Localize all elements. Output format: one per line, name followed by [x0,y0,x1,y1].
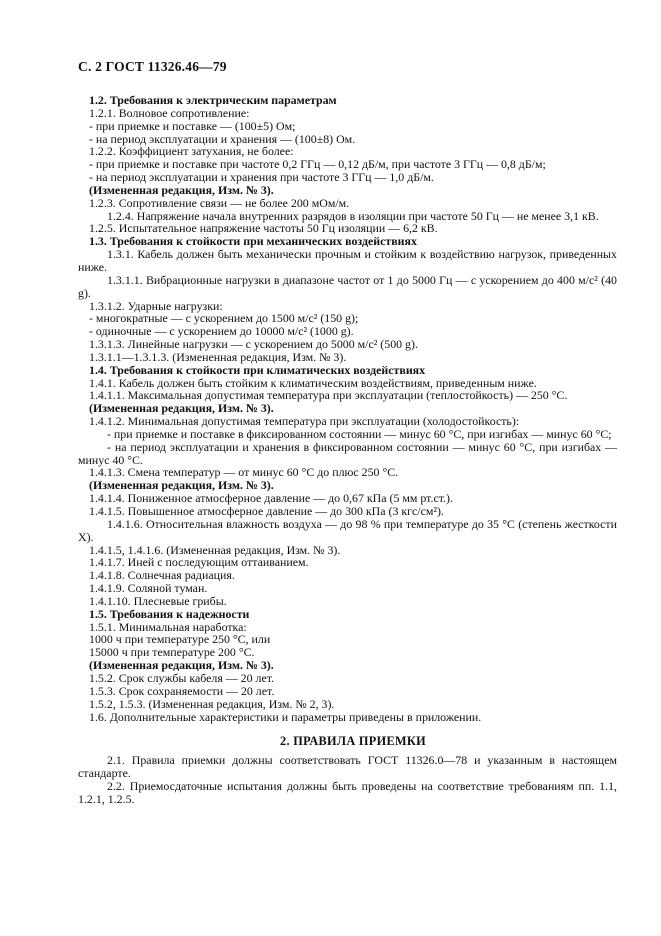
text-line: 1.4.1.10. Плесневые грибы. [89,593,227,608]
text-line: 1.3.1.3. Линейные нагрузки — с ускорением до 5000 м/с² (500 g). [89,337,418,352]
text-line: - многократные — с ускорением до 1500 м/с² (150 g); [89,311,359,326]
text-line: 1.2.5. Испытательное напряжение частоты 50 Гц изоляции — 6,2 кВ. [89,221,438,236]
text-line: 1.5.1. Минимальная наработка: [89,619,247,634]
text-line: - при приемке и поставке в фиксированном состоянии — минус 60 °С, при изгибах — минус 60 °С; [107,426,612,441]
text-line: 1.3.1.2. Ударные нагрузки: [89,298,223,313]
section-2-paragraph: 2.2. Приемосдаточные испытания должны быть проведены на соответствие требованиям пп. 1.1, 1.2.1, 1.2.5. [78,778,617,806]
text-line: 1.4.1.4. Пониженное атмосферное давление — до 0,67 кПа (5 мм рт.ст.). [89,491,453,506]
text-line: 1.4.1.5, 1.4.1.6. (Измененная редакция, Изм. № 3). [89,542,341,557]
section-1-lines [78,93,617,724]
text-line: 1.3.1.1—1.3.1.3. (Измененная редакция, Изм. № 3). [89,349,347,364]
section-2-title: 2. ПРАВИЛА ПРИЕМКИ [280,734,426,749]
section-heading: (Измененная редакция, Изм. № 3). [89,182,274,197]
text-line: 1000 ч при температуре 250 °С, или [89,632,271,647]
text-line: - на период эксплуатации и хранения при частоте 3 ГГц — 1,0 дБ/м. [89,170,434,185]
text-line: 1.4.1.9. Соляной туман. [89,581,208,596]
text-line: 1.4.1.2. Минимальная допустимая температура при эксплуатации (холодостойкость): [89,414,520,429]
text-line: - на период эксплуатации и хранения — (100±8) Ом. [89,131,356,146]
text-line: 1.2.1. Волновое сопротивление: [89,105,250,120]
text-line: - на период эксплуатации и хранения в фиксированном состоянии — минус 60 °С, при изгибах — минус 40 °С. [78,439,617,467]
text-line: 1.4.1. Кабель должен быть стойким к климатическим воздействиям, приведенным ниже. [89,375,537,390]
text-line: 1.5.3. Срок сохраняемости — 20 лет. [89,683,275,698]
text-line: 1.4.1.5. Повышенное атмосферное давление — до 300 кПа (3 кгс/см²). [89,504,444,518]
section-heading: (Измененная редакция, Изм. № 3). [89,478,274,493]
page-header: С. 2 ГОСТ 11326.46—79 [78,59,227,74]
text-line: 1.3.1. Кабель должен быть механически прочным и стойким к воздействию нагрузок, приведенных ниже. [78,247,617,274]
text-line: 1.4.1.8. Солнечная радиация. [89,568,235,583]
text-line: 1.5.2. Срок службы кабеля — 20 лет. [89,670,275,685]
section-2-paragraph: 2.1. Правила приемки должны соответствовать ГОСТ 11326.0—78 и указанным в настоящем стандарте. [78,753,617,781]
section-heading: 1.4. Требования к стойкости при климатических воздействиях [89,362,426,377]
text-line: 1.4.1.6. Относительная влажность воздуха — до 98 % при температуре до 35 °С (степень жесткости X). [78,516,617,544]
section-heading: 1.5. Требования к надежности [89,606,250,621]
text-line: 15000 ч при температуре 200 °С. [89,645,255,660]
section-heading: 1.3. Требования к стойкости при механических воздействиях [89,234,417,249]
text-line: 1.3.1.1. Вибрационные нагрузки в диапазоне частот от 1 до 5000 Гц — с ускорением до 400 м/с² (40 g). [78,272,617,300]
text-line: 1.4.1.3. Смена температур — от минус 60 °С до плюс 250 °С. [89,465,399,480]
text-line: 1.5.2, 1.5.3. (Измененная редакция, Изм. № 2, 3). [89,696,335,711]
section-heading: (Измененная редакция, Изм. № 3). [89,401,274,416]
section-heading: 1.2. Требования к электрическим параметрам [89,93,337,107]
text-line: 1.4.1.7. Иней с последующим оттаиванием. [89,555,309,570]
text-line: 1.6. Дополнительные характеристики и параметры приведены в приложении. [89,709,482,724]
text-line: 1.2.4. Напряжение начала внутренних разрядов в изоляции при частоте 50 Гц — не менее 3,1 кВ. [107,208,599,223]
text-line: 1.2.3. Сопротивление связи — не более 200 мОм/м. [89,195,350,210]
document-body [78,93,617,806]
text-line: - при приемке и поставке — (100±5) Ом; [89,118,296,133]
section-heading: (Измененная редакция, Изм. № 3). [89,658,274,673]
text-line: 1.4.1.1. Максимальная допустимая температура при эксплуатации (теплостойкость) — 250 °С. [89,388,568,403]
text-line: - одиночные — с ускорением до 10000 м/с² (1000 g). [89,324,354,339]
text-line: 1.2.2. Коэффициент затухания, не более: [89,144,294,159]
text-line: - при приемке и поставке при частоте 0,2 ГГц — 0,12 дБ/м, при частоте 3 ГГц — 0,8 дБ/м; [89,157,546,172]
